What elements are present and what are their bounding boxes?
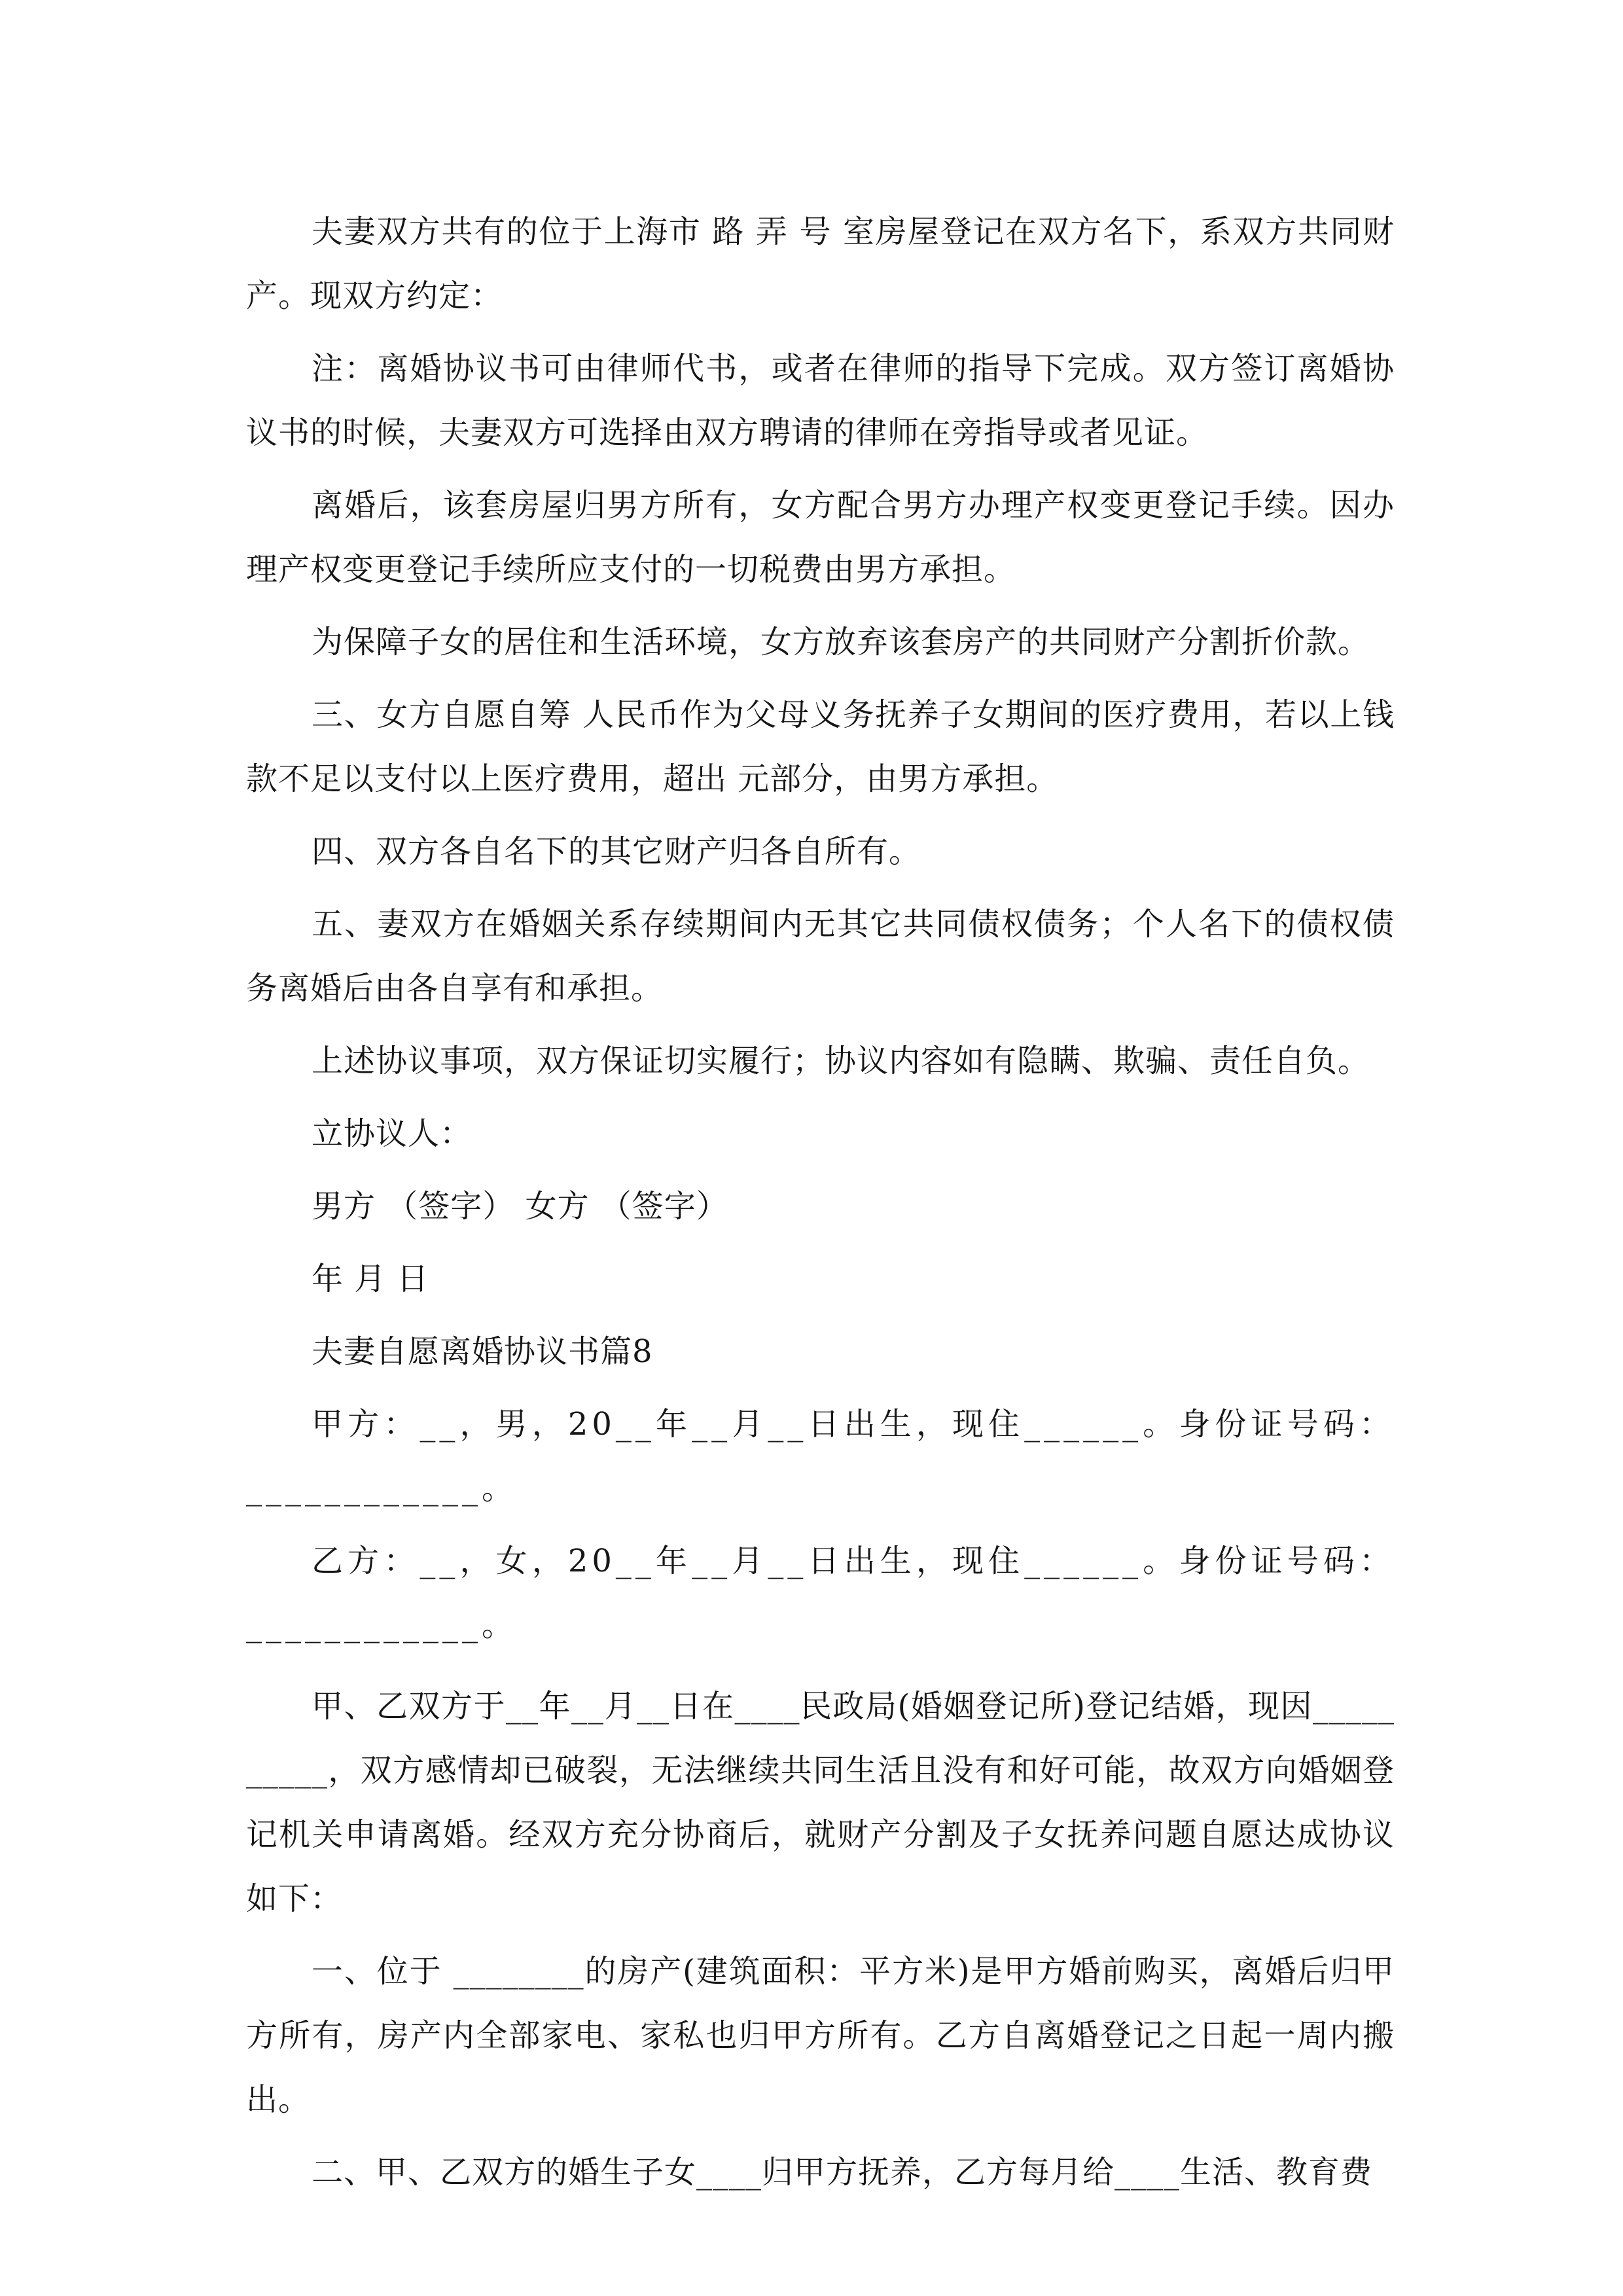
paragraph-clause-3: 三、女方自愿自筹 人民币作为父母义务抚养子女期间的医疗费用，若以上钱款不足以支付以上医疗费用，超出 元部分，由男方承担。 bbox=[246, 696, 1395, 797]
signatories-label: 立协议人： bbox=[312, 1115, 473, 1152]
party-b-info: 乙方：__，女，20__年__月__日出生，现住______。身份证号码：____________。 bbox=[246, 1543, 1395, 1643]
paragraph-guarantee: 上述协议事项，双方保证切实履行；协议内容如有隐瞒、欺骗、责任自负。 bbox=[312, 1043, 1370, 1079]
paragraph-marriage-registration: 甲、乙双方于__年__月__日在____民政局(婚姻登记所)登记结婚，现因__________，双方感情却已破裂，无法继续共同生活且没有和好可能，故双方向婚姻登记机关申请离婚。经双方充分协商后，就财产分割及子女抚养问题自愿达成协议如下： bbox=[246, 1688, 1395, 1917]
section-heading: 夫妻自愿离婚协议书篇8 bbox=[312, 1333, 653, 1370]
signature-line: 男方 （签字） 女方 （签字） bbox=[312, 1188, 728, 1225]
paragraph-house-ownership: 离婚后，该套房屋归男方所有，女方配合男方办理产权变更登记手续。因办理产权变更登记手续所应支付的一切税费由男方承担。 bbox=[246, 487, 1395, 588]
paragraph-property-location: 夫妻双方共有的位于上海市 路 弄 号 室房屋登记在双方名下，系双方共同财产。现双方约定： bbox=[246, 213, 1395, 314]
paragraph-note: 注：离婚协议书可由律师代书，或者在律师的指导下完成。双方签订离婚协议书的时候，夫妻双方可选择由双方聘请的律师在旁指导或者见证。 bbox=[246, 350, 1395, 451]
paragraph-clause-5: 五、妻双方在婚姻关系存续期间内无其它共同债权债务；个人名下的债权债务离婚后由各自享有和承担。 bbox=[246, 906, 1395, 1007]
paragraph-clause-2: 二、甲、乙双方的婚生子女____归甲方抚养，乙方每月给____生活、教育费 bbox=[312, 2154, 1373, 2191]
paragraph-clause-1: 一、位于 ________的房产(建筑面积：平方米)是甲方婚前购买，离婚后归甲方所有，房产内全部家电、家私也归甲方所有。乙方自离婚登记之日起一周内搬出。 bbox=[246, 1953, 1395, 2118]
document-body bbox=[246, 200, 1395, 2213]
date-line: 年 月 日 bbox=[312, 1261, 429, 1297]
party-a-info: 甲方：__，男，20__年__月__日出生，现住______。身份证号码：____________。 bbox=[246, 1406, 1395, 1507]
paragraph-child-living: 为保障子女的居住和生活环境，女方放弃该套房产的共同财产分割折价款。 bbox=[312, 624, 1370, 660]
paragraph-clause-4: 四、双方各自名下的其它财产归各自所有。 bbox=[312, 833, 921, 870]
